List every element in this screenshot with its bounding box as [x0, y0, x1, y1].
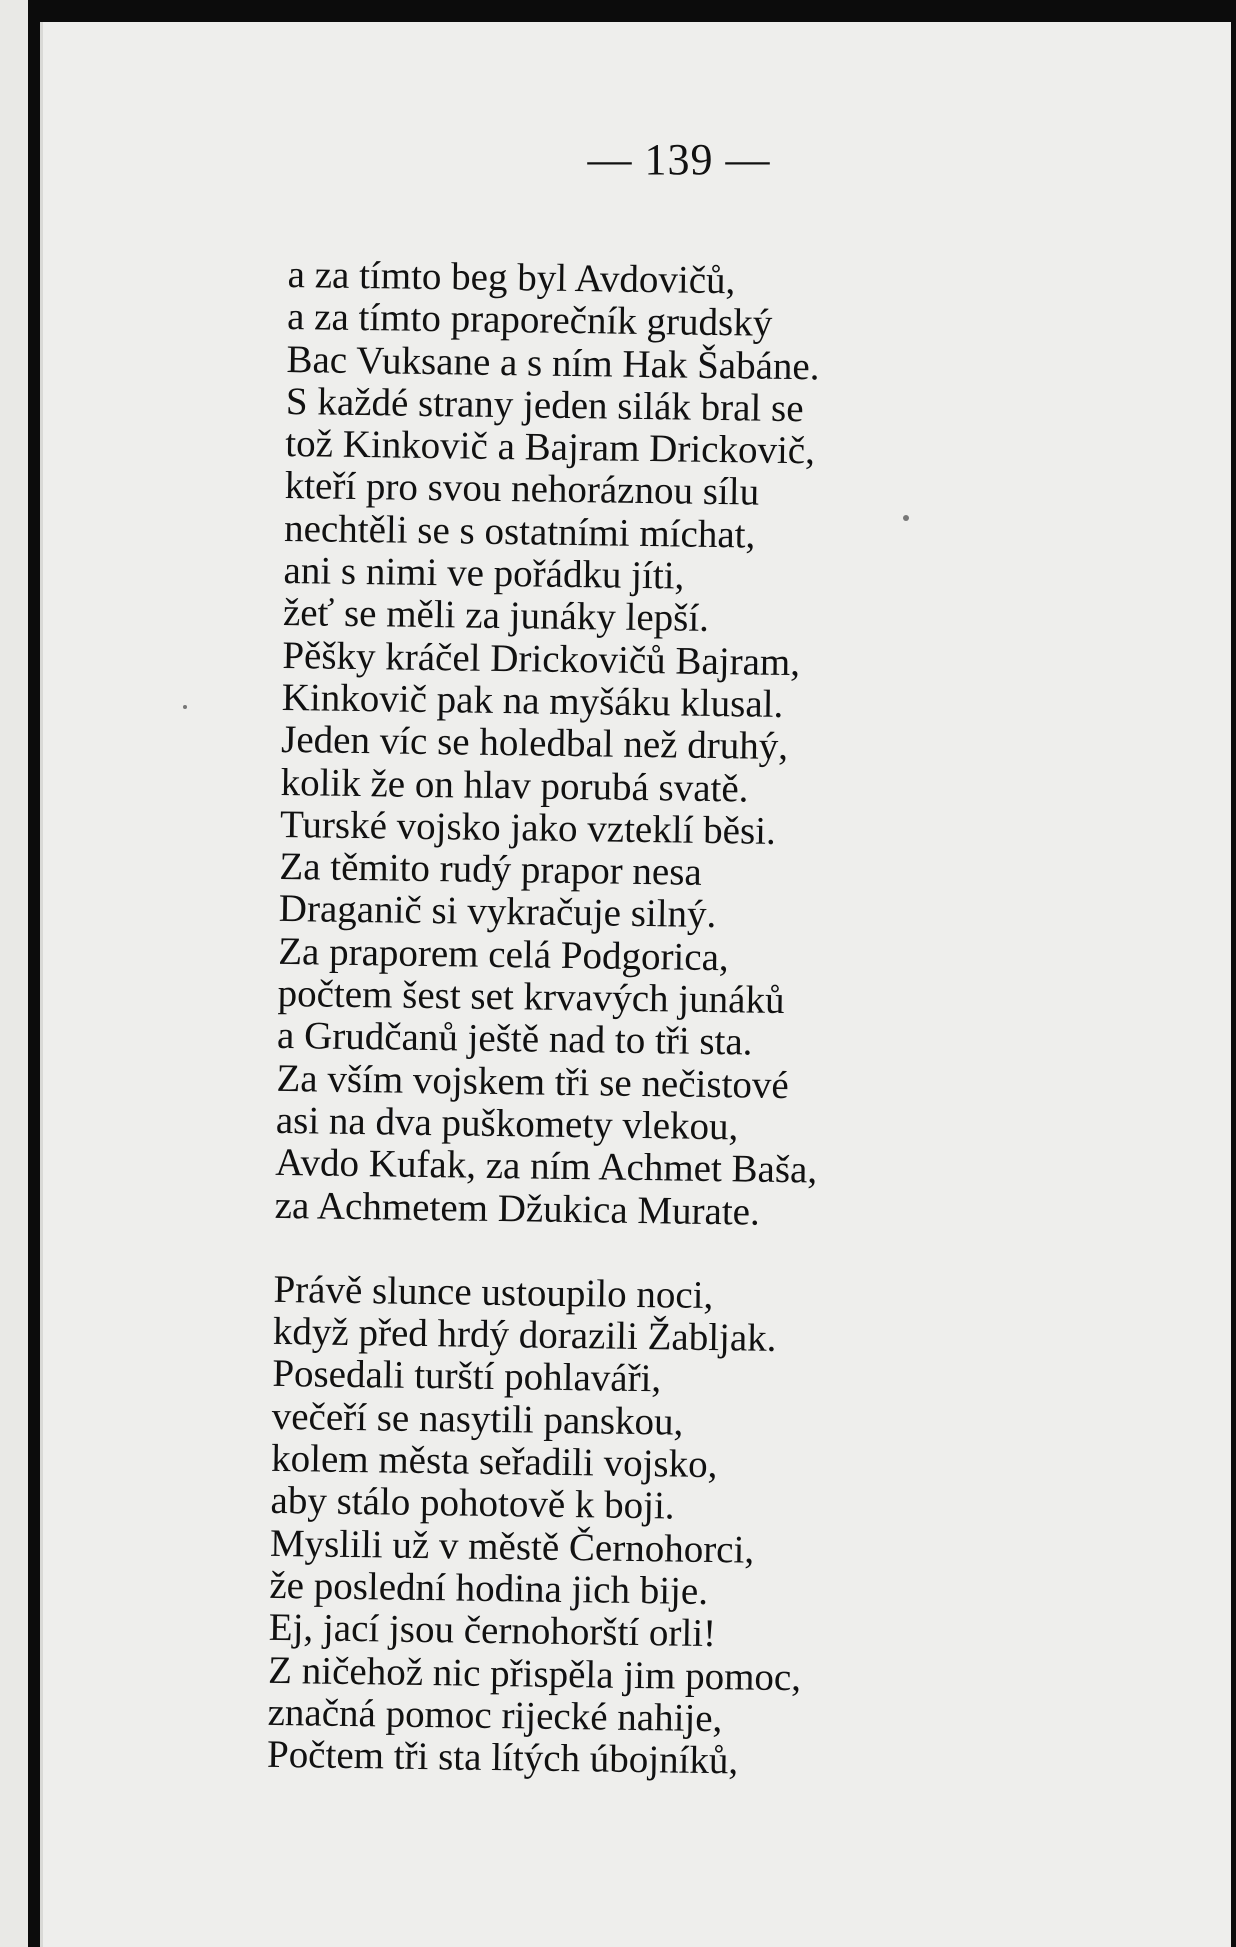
poem-line: asi na dva puškomety vlekou, [275, 1098, 739, 1149]
print-speck [183, 705, 187, 709]
poem-line: a za tímto praporečník grudský [286, 295, 773, 346]
poem-line: když před hrdý dorazili Žabljak. [272, 1310, 777, 1361]
print-speck [903, 515, 909, 521]
stanza-1 [274, 254, 1108, 1238]
poem-line: Jeden víc se holedbal než druhý, [280, 718, 789, 769]
poem-line: žeť se měli za junáky lepší. [282, 591, 710, 641]
poem-text [267, 254, 1108, 1788]
poem-line: Za vším vojskem tři se nečistové [276, 1056, 790, 1107]
poem-line: Kinkovič pak na myšáku klusal. [281, 675, 784, 726]
poem-line: tož Kinkovič a Bajram Drickovič, [285, 422, 816, 473]
poem-line: aby stálo pohotově k boji. [270, 1479, 675, 1528]
page-number: — 139 — [587, 135, 771, 184]
poem-line: Avdo Kufak, za ním Achmet Baša, [275, 1141, 818, 1192]
poem-line: Draganič si vykračuje silný. [278, 887, 717, 937]
poem-line: Právě slunce ustoupilo noci, [273, 1267, 714, 1317]
poem-line: značná pomoc rijecké nahije, [267, 1690, 723, 1741]
poem-line: Pěšky kráčel Drickovičů Bajram, [282, 633, 801, 684]
poem-line: Ej, jací jsou černohorští orli! [268, 1606, 717, 1656]
poem-line: Za praporem celá Podgorica, [277, 929, 729, 979]
poem-line: počtem šest set krvavých junáků [277, 971, 785, 1023]
poem-line: a Grudčanů ještě nad to tři sta. [276, 1014, 753, 1064]
stanza-2 [267, 1269, 1094, 1788]
poem-line: že poslední hodina jich bije. [269, 1563, 709, 1613]
poem-line: nechtěli se s ostatními míchat, [283, 506, 756, 557]
adjacent-page-edge [0, 0, 28, 1947]
poem-line: Posedali turští pohlaváři, [272, 1352, 662, 1401]
poem-line: kteří pro svou nehoráznou sílu [284, 464, 760, 515]
poem-line: kolem města seřadili vojsko, [270, 1436, 718, 1487]
poem-line: večeří se nasytili panskou, [271, 1394, 684, 1444]
poem-line: Z ničehož nic přispěla jim pomoc, [267, 1648, 802, 1699]
poem-line: ani s nimi ve pořádku jíti, [283, 549, 685, 598]
poem-line: Turské vojsko jako vzteklí běsi. [279, 802, 777, 853]
poem-line: Myslili už v městě Černohorci, [269, 1521, 755, 1572]
poem-line: Za těmito rudý prapor nesa [279, 845, 703, 894]
poem-line: Bac Vuksane a s ním Hak Šabáne. [286, 337, 820, 389]
poem-line: a za tímto beg byl Avdovičů, [287, 253, 736, 303]
poem-line: za Achmetem Džukica Murate. [274, 1183, 761, 1234]
poem-line: kolik že on hlav porubá svatě. [280, 760, 749, 811]
poem-line: S každé strany jeden silák bral se [285, 379, 804, 431]
poem-line: Počtem tři sta lítých úbojníků, [266, 1732, 739, 1783]
book-page [40, 22, 1231, 1947]
